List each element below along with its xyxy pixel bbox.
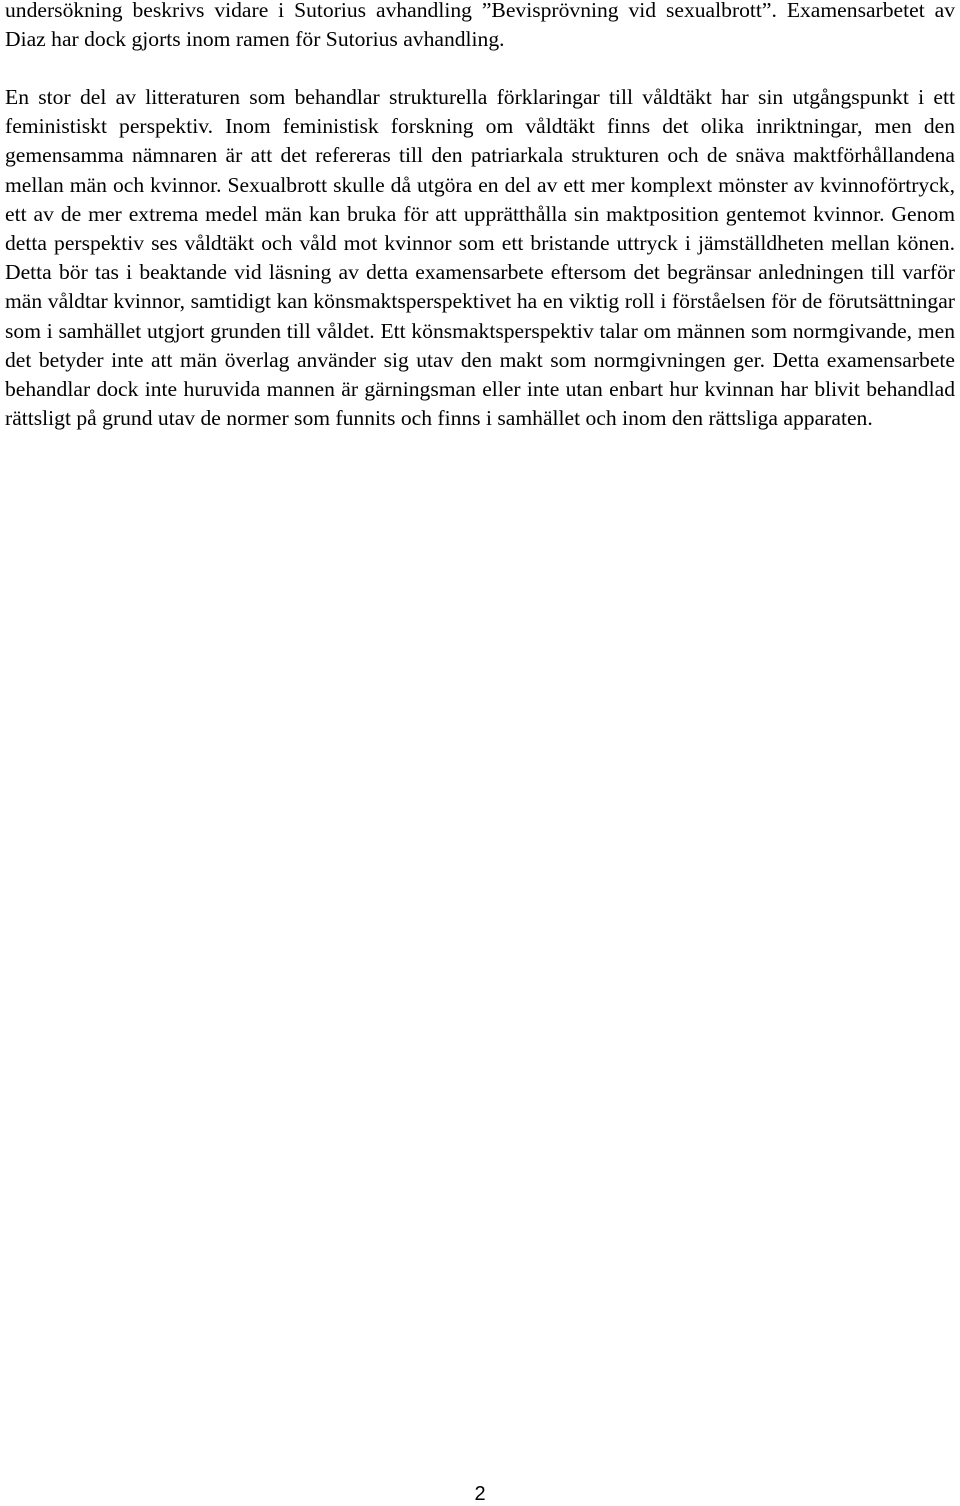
paragraph-feminist-perspective: En stor del av litteraturen som behandlar strukturella förklaringar till våldtäkt har sin utgångspunkt i ett feministiskt perspektiv. Inom feministisk forskning om våldtäkt finns det olika inriktningar, men den gemensamma nämnaren är att det refereras till den patriarkala strukturen och de snäva maktförhållandena mellan män och kvinnor. Sexualbrott skulle då utgöra en del av ett mer komplext mönster av kvinnoförtryck, ett av de mer extrema medel män kan bruka för att upprätthålla sin maktposition gentemot kvinnor. Genom detta perspektiv ses våldtäkt och våld mot kvinnor som ett bristande uttryck i jämställdheten mellan könen. Detta bör tas i beaktande vid läsning av detta examensarbete eftersom det begränsar anledningen till varför män våldtar kvinnor, samtidigt kan könsmaktsperspektivet ha en viktig roll i förståelsen för de förutsättningar som i samhället utgjort grunden till våldet. Ett könsmaktsperspektiv talar om männen som normgivande, men det betyder inte att män överlag använder sig utav den makt som normgivningen ger. Detta examensarbete behandlar dock inte huruvida mannen är gärningsman eller inte utan enbart hur kvinnan har blivit behandlad rättsligt på grund utav de normer som funnits och finns i samhället och inom den rättsliga apparaten. — [5, 85, 955, 431]
page-number: 2 — [474, 1483, 486, 1505]
paragraph-intro: undersökning beskrivs vidare i Sutorius avhandling ”Bevisprövning vid sexualbrott”. Examensarbetet av Diaz har dock gjorts inom ramen för Sutorius avhandling. — [5, 0, 955, 52]
